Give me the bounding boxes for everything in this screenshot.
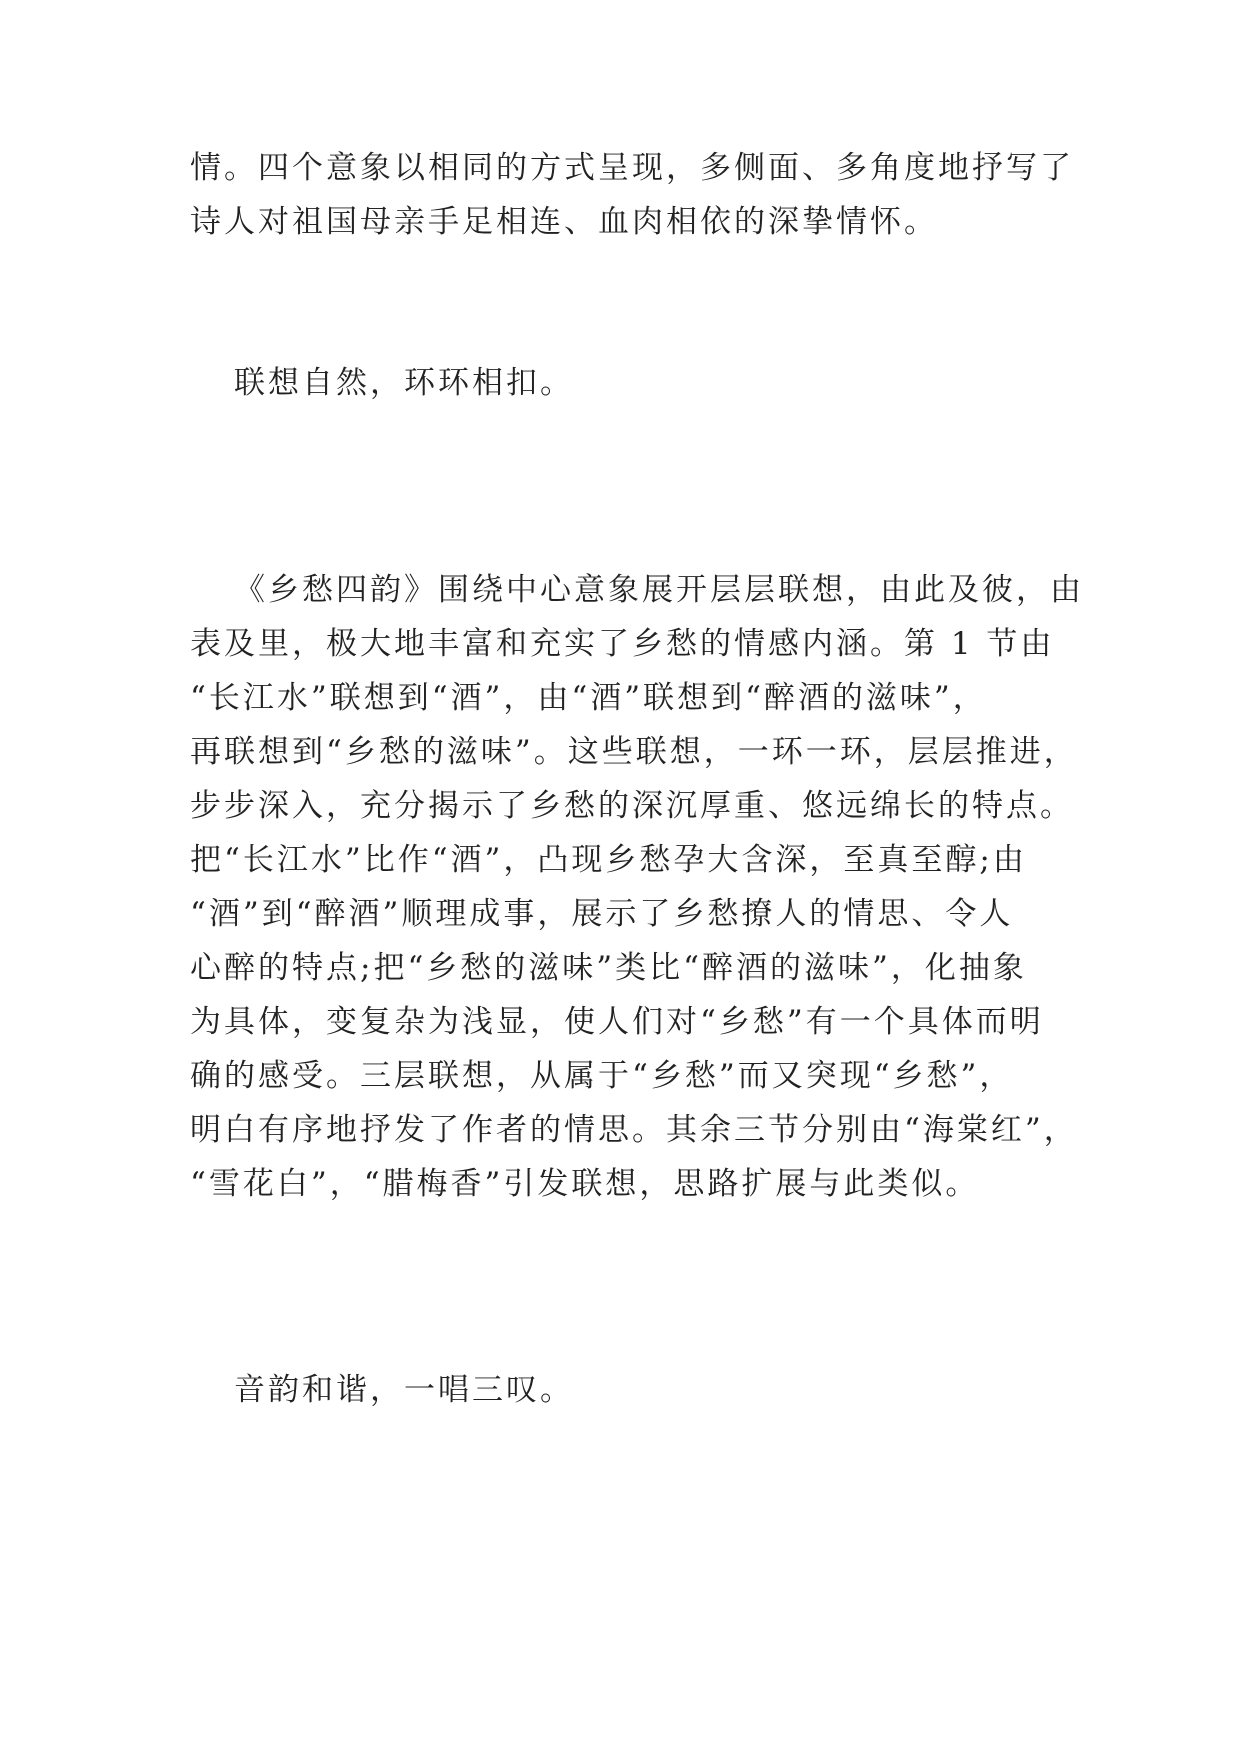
paragraph-3-line-10: 确的感受。三层联想，从属于“乡愁”而又突现“乡愁”， xyxy=(190,1058,1014,1094)
paragraph-3-line-8: 心醉的特点;把“乡愁的滋味”类比“醉酒的滋味”，化抽象 xyxy=(190,950,1027,986)
paragraph-1-line-1: 情。四个意象以相同的方式呈现，多侧面、多角度地抒写了 xyxy=(190,150,1074,186)
paragraph-3-line-3: “长江水”联想到“酒”，由“酒”联想到“醉酒的滋味”， xyxy=(190,680,987,716)
paragraph-3-line-12: “雪花白”，“腊梅香”引发联想，思路扩展与此类似。 xyxy=(190,1166,980,1202)
paragraph-3-line-9: 为具体，变复杂为浅显，使人们对“乡愁”有一个具体而明 xyxy=(190,1004,1044,1040)
paragraph-3-line-11: 明白有序地抒发了作者的情思。其余三节分别由“海棠红”， xyxy=(190,1112,1078,1148)
paragraph-3-line-6: 把“长江水”比作“酒”，凸现乡愁孕大含深，至真至醇;由 xyxy=(190,842,1027,878)
paragraph-3-line-7: “酒”到“醉酒”顺理成事，展示了乡愁撩人的情思、令人 xyxy=(190,896,1014,932)
paragraph-1-line-2: 诗人对祖国母亲手足相连、血肉相依的深挚情怀。 xyxy=(190,204,938,240)
paragraph-3-line-4: 再联想到“乡愁的滋味”。这些联想，一环一环，层层推进， xyxy=(190,734,1078,770)
paragraph-3-line-2: 表及里，极大地丰富和充实了乡愁的情感内涵。第 1 节由 xyxy=(190,626,1055,662)
paragraph-3-line-1: 《乡愁四韵》围绕中心意象展开层层联想，由此及彼，由 xyxy=(234,572,1084,608)
paragraph-4-line-1: 音韵和谐，一唱三叹。 xyxy=(234,1372,574,1408)
paragraph-2-line-1: 联想自然，环环相扣。 xyxy=(234,365,574,401)
paragraph-3-line-5: 步步深入，充分揭示了乡愁的深沉厚重、悠远绵长的特点。 xyxy=(190,788,1074,824)
